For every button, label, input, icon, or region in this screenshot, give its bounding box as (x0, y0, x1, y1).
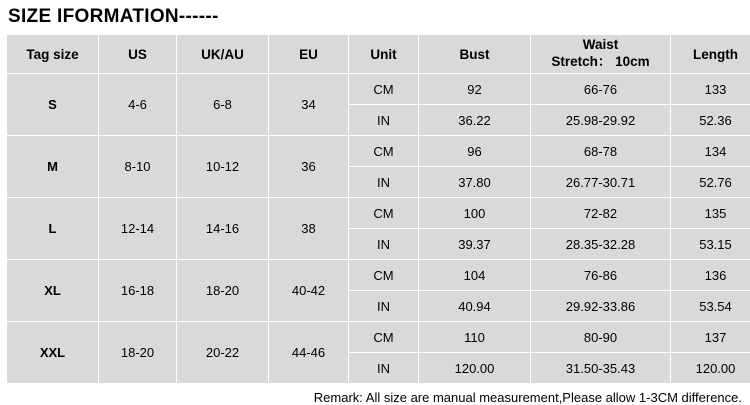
cell-bust: 120.00 (419, 353, 531, 384)
cell-bust: 37.80 (419, 167, 531, 198)
table-row (7, 322, 750, 353)
page-title: SIZE IFORMATION------ (0, 0, 750, 34)
cell-tag-size: L (7, 198, 99, 260)
cell-waist: 76-86 (531, 260, 671, 291)
cell-waist: 28.35-32.28 (531, 229, 671, 260)
table-header-row (7, 35, 750, 74)
cell-length: 53.54 (671, 291, 750, 322)
cell-tag-size: XL (7, 260, 99, 322)
cell-waist: 25.98-29.92 (531, 105, 671, 136)
size-information-table (6, 34, 750, 384)
cell-waist: 26.77-30.71 (531, 167, 671, 198)
cell-uk-au: 18-20 (177, 260, 269, 322)
cell-eu: 44-46 (269, 322, 349, 384)
cell-us: 16-18 (99, 260, 177, 322)
column-header-bust: Bust (419, 35, 531, 74)
cell-length: 137 (671, 322, 750, 353)
cell-bust: 92 (419, 74, 531, 105)
cell-eu: 36 (269, 136, 349, 198)
cell-bust: 96 (419, 136, 531, 167)
cell-eu: 38 (269, 198, 349, 260)
column-header-unit: Unit (349, 35, 419, 74)
cell-waist: 29.92-33.86 (531, 291, 671, 322)
cell-tag-size: XXL (7, 322, 99, 384)
cell-unit: CM (349, 260, 419, 291)
column-header-tag-size: Tag size (7, 35, 99, 74)
cell-length: 133 (671, 74, 750, 105)
cell-waist: 68-78 (531, 136, 671, 167)
cell-us: 8-10 (99, 136, 177, 198)
cell-unit: CM (349, 198, 419, 229)
cell-waist: 31.50-35.43 (531, 353, 671, 384)
cell-waist: 80-90 (531, 322, 671, 353)
column-header-waist (531, 35, 671, 74)
cell-bust: 104 (419, 260, 531, 291)
cell-length: 52.36 (671, 105, 750, 136)
cell-unit: IN (349, 353, 419, 384)
cell-us: 18-20 (99, 322, 177, 384)
cell-uk-au: 6-8 (177, 74, 269, 136)
cell-tag-size: M (7, 136, 99, 198)
table-row (7, 260, 750, 291)
column-header-waist-line2: Stretch： 10cm (531, 54, 670, 71)
cell-unit: CM (349, 74, 419, 105)
cell-uk-au: 14-16 (177, 198, 269, 260)
cell-unit: CM (349, 136, 419, 167)
column-header-uk-au: UK/AU (177, 35, 269, 74)
cell-unit: IN (349, 229, 419, 260)
cell-bust: 100 (419, 198, 531, 229)
cell-uk-au: 10-12 (177, 136, 269, 198)
cell-unit: CM (349, 322, 419, 353)
column-header-eu: EU (269, 35, 349, 74)
cell-bust: 36.22 (419, 105, 531, 136)
table-row (7, 74, 750, 105)
cell-tag-size: S (7, 74, 99, 136)
cell-unit: IN (349, 291, 419, 322)
cell-length: 53.15 (671, 229, 750, 260)
cell-waist: 66-76 (531, 74, 671, 105)
cell-length: 135 (671, 198, 750, 229)
column-header-waist-line1: Waist (531, 37, 670, 54)
cell-bust: 39.37 (419, 229, 531, 260)
cell-eu: 34 (269, 74, 349, 136)
table-row (7, 136, 750, 167)
cell-unit: IN (349, 105, 419, 136)
table-row (7, 198, 750, 229)
cell-us: 4-6 (99, 74, 177, 136)
cell-length: 120.00 (671, 353, 750, 384)
cell-length: 134 (671, 136, 750, 167)
cell-us: 12-14 (99, 198, 177, 260)
cell-unit: IN (349, 167, 419, 198)
cell-eu: 40-42 (269, 260, 349, 322)
column-header-us: US (99, 35, 177, 74)
cell-uk-au: 20-22 (177, 322, 269, 384)
cell-waist: 72-82 (531, 198, 671, 229)
cell-bust: 110 (419, 322, 531, 353)
cell-length: 52.76 (671, 167, 750, 198)
cell-bust: 40.94 (419, 291, 531, 322)
cell-length: 136 (671, 260, 750, 291)
column-header-length: Length (671, 35, 750, 74)
remark-text: Remark: All size are manual measurement,Please allow 1-3CM difference. (0, 384, 750, 405)
